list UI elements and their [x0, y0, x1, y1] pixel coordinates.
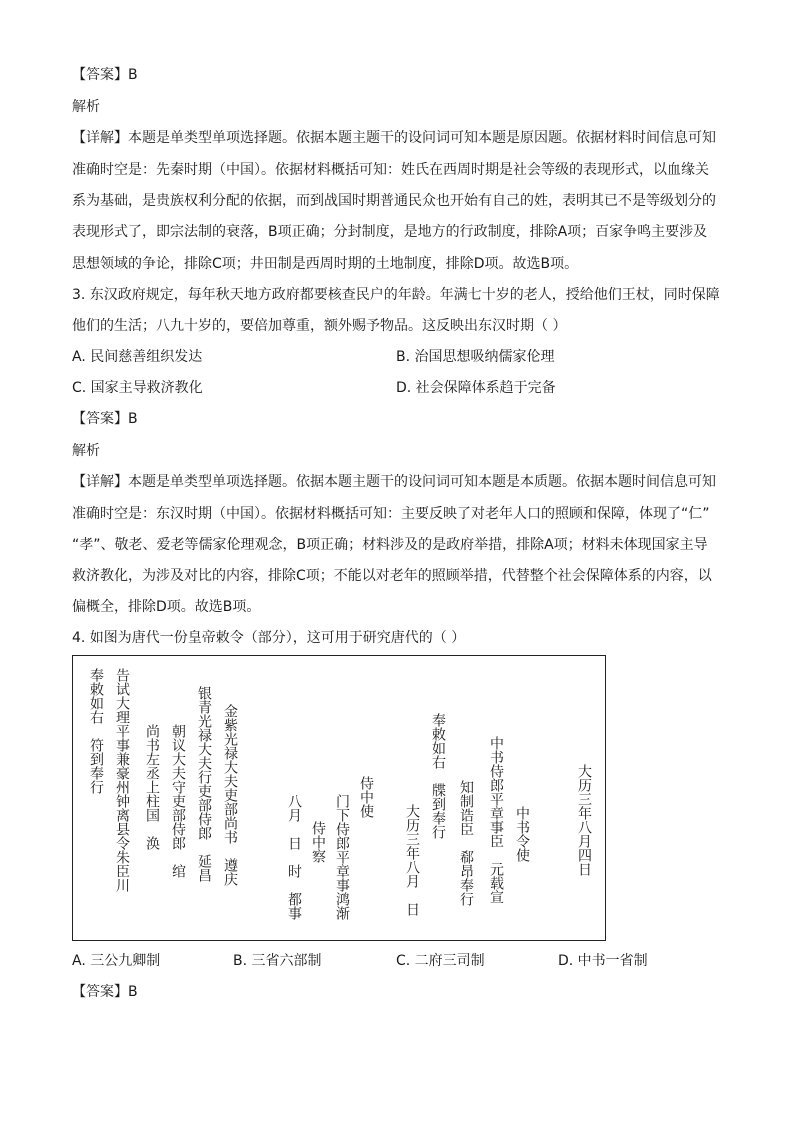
edict-column: 八月 日 时 都事 [286, 794, 302, 920]
q3-option-d: D. 社会保障体系趋于完备 [396, 380, 556, 396]
q2-answer: 【答案】B [72, 67, 138, 83]
q4-option-b: B. 三省六部制 [233, 953, 322, 969]
q2-analysis-heading: 解析 [72, 99, 100, 115]
q4-option-c: C. 二府三司制 [396, 953, 485, 969]
q2-detail-line-3: 系为基础，是贵族权利分配的依据，而到战国时期普通民众也开始有自己的姓，表明其已不是等级划分的 [72, 193, 716, 209]
edict-column: 银青光禄大夫行吏部侍郎 延昌 [196, 686, 212, 882]
edict-column: 门下侍郎平章事鸿渐 [334, 794, 350, 920]
edict-column: 侍中察 [310, 821, 326, 863]
q2-detail-line-2: 准确时空是：先秦时期（中国）。依据材料概括可知：姓氏在西周时期是社会等级的表现形式，以血缘关 [72, 162, 709, 178]
q4-option-a: A. 三公九卿制 [72, 953, 161, 969]
q3-detail-line-2: 准确时空是：东汉时期（中国）。依据材料概括可知：主要反映了对老年人口的照顾和保障，体现了“仁” [72, 506, 710, 522]
q2-detail-line-4: 表现形式了，即宗法制的衰落，B项正确；分封制度，是地方的行政制度，排除A项；百家争鸣主要涉及 [72, 224, 708, 240]
edict-column: 中书侍郎平章事臣 元载宣 [488, 736, 504, 904]
edict-column: 奉敕如右 符到奉行 [88, 668, 104, 794]
edict-column: 中书令使 [514, 806, 530, 862]
q4-option-d: D. 中书一省制 [558, 953, 648, 969]
q3-option-a: A. 民间慈善组织发达 [72, 349, 203, 365]
edict-column: 奉敕如右 牒到奉行 [430, 713, 446, 839]
edict-figure [72, 655, 606, 941]
edict-column: 告试大理平事兼豪州钟离县令朱臣川 [114, 668, 130, 892]
q3-stem-line-2: 他们的生活；八九十岁的，要倍加尊重，额外赐予物品。这反映出东汉时期（ ） [72, 318, 567, 334]
q4-stem: 4. 如图为唐代一份皇帝敕令（部分），这可用于研究唐代的（ ） [72, 630, 466, 646]
q2-detail-line-5: 思想领域的争论，排除C项；井田制是西周时期的土地制度，排除D项。故选B项。 [72, 256, 579, 272]
edict-column: 尚书左丞上柱国 涣 [144, 724, 160, 850]
q4-answer: 【答案】B [72, 984, 138, 1000]
edict-column: 侍中使 [358, 776, 374, 818]
q3-detail-line-1: 【详解】本题是单类型单项选择题。依据本题主题干的设问词可知本题是本质题。依据本题时间信息可知 [72, 474, 716, 490]
q3-stem-line-1: 3. 东汉政府规定，每年秋天地方政府都要核查民户的年龄。年满七十岁的老人，授给他们王杖，同时保障 [72, 287, 720, 303]
q3-detail-line-4: 救济教化，为涉及对比的内容，排除C项；不能以对老年的照顾举措，代替整个社会保障体系的内容，以 [72, 568, 712, 584]
q3-analysis-heading: 解析 [72, 443, 100, 459]
edict-column: 大历三年八月 日 [404, 804, 420, 916]
edict-column: 金紫光禄大夫吏部尚书 遵庆 [222, 704, 238, 886]
q3-answer: 【答案】B [72, 411, 138, 427]
q2-detail-line-1: 【详解】本题是单类型单项选择题。依据本题主题干的设问词可知本题是原因题。依据材料时间信息可知 [72, 130, 716, 146]
edict-column: 知制诰臣 郗昂奉行 [458, 780, 474, 906]
q3-detail-line-5: 偏概全，排除D项。故选B项。 [72, 599, 261, 615]
q3-detail-line-3: “孝”、敬老、爱老等儒家伦理观念，B项正确；材料涉及的是政府举措，排除A项；材料未体现国家主导 [72, 537, 708, 553]
q3-option-b: B. 治国思想吸纳儒家伦理 [396, 349, 555, 365]
edict-column: 大历三年八月四日 [576, 764, 592, 876]
q3-option-c: C. 国家主导救济教化 [72, 380, 203, 396]
edict-column: 朝议大夫守吏部侍郎 绾 [170, 724, 186, 878]
